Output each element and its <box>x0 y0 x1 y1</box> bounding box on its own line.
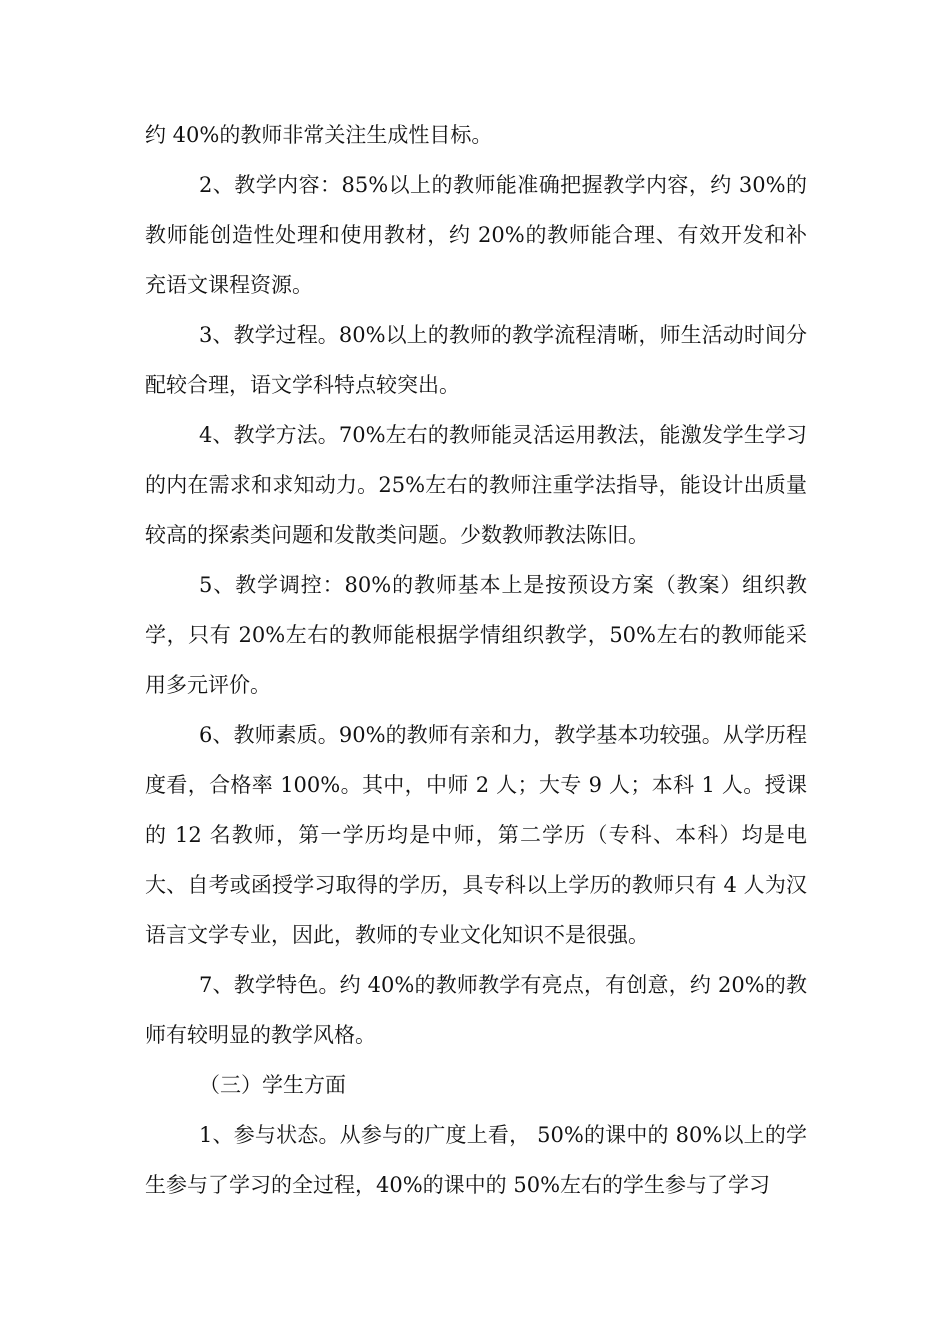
paragraph-1-continuation: 约 40%的教师非常关注生成性目标。 <box>145 123 493 147</box>
paragraph-teacher-quality: 6、教师素质。90%的教师有亲和力，教学基本功较强。从学历程度看，合格率 100%。其中，中师 2 人；大专 9 人；本科 1 人。授课的 12 名教师，第一学历均是中师，第二学历（专科、本科）均是电大、自考或函授学习取得的学历，具专科以上学历的教师只有 4 人为汉语言文学专业，因此，教师的专业文化知识不是很强。 <box>145 723 807 947</box>
paragraph-teaching-control: 5、教学调控：80%的教师基本上是按预设方案（教案）组织教学，只有 20%左右的教师能根据学情组织教学，50%左右的教师能采用多元评价。 <box>145 573 807 697</box>
paragraph-teaching-feature: 7、教学特色。约 40%的教师教学有亮点，有创意，约 20%的教师有较明显的教学风格。 <box>145 973 807 1047</box>
paragraph-participation: 1、参与状态。从参与的广度上看， 50%的课中的 80%以上的学生参与了学习的全过程，40%的课中的 50%左右的学生参与了学习 <box>145 1123 807 1197</box>
section-heading-students: （三）学生方面 <box>199 1073 346 1097</box>
paragraph-teaching-process: 3、教学过程。80%以上的教师的教学流程清晰，师生活动时间分配较合理，语文学科特点较突出。 <box>145 323 807 397</box>
document-body <box>145 110 807 1210</box>
paragraph-teaching-method: 4、教学方法。70%左右的教师能灵活运用教法，能激发学生学习的内在需求和求知动力。25%左右的教师注重学法指导，能设计出质量较高的探索类问题和发散类问题。少数教师教法陈旧。 <box>145 423 807 547</box>
paragraph-teaching-content: 2、教学内容：85%以上的教师能准确把握教学内容，约 30%的教师能创造性处理和使用教材，约 20%的教师能合理、有效开发和补充语文课程资源。 <box>145 173 807 297</box>
